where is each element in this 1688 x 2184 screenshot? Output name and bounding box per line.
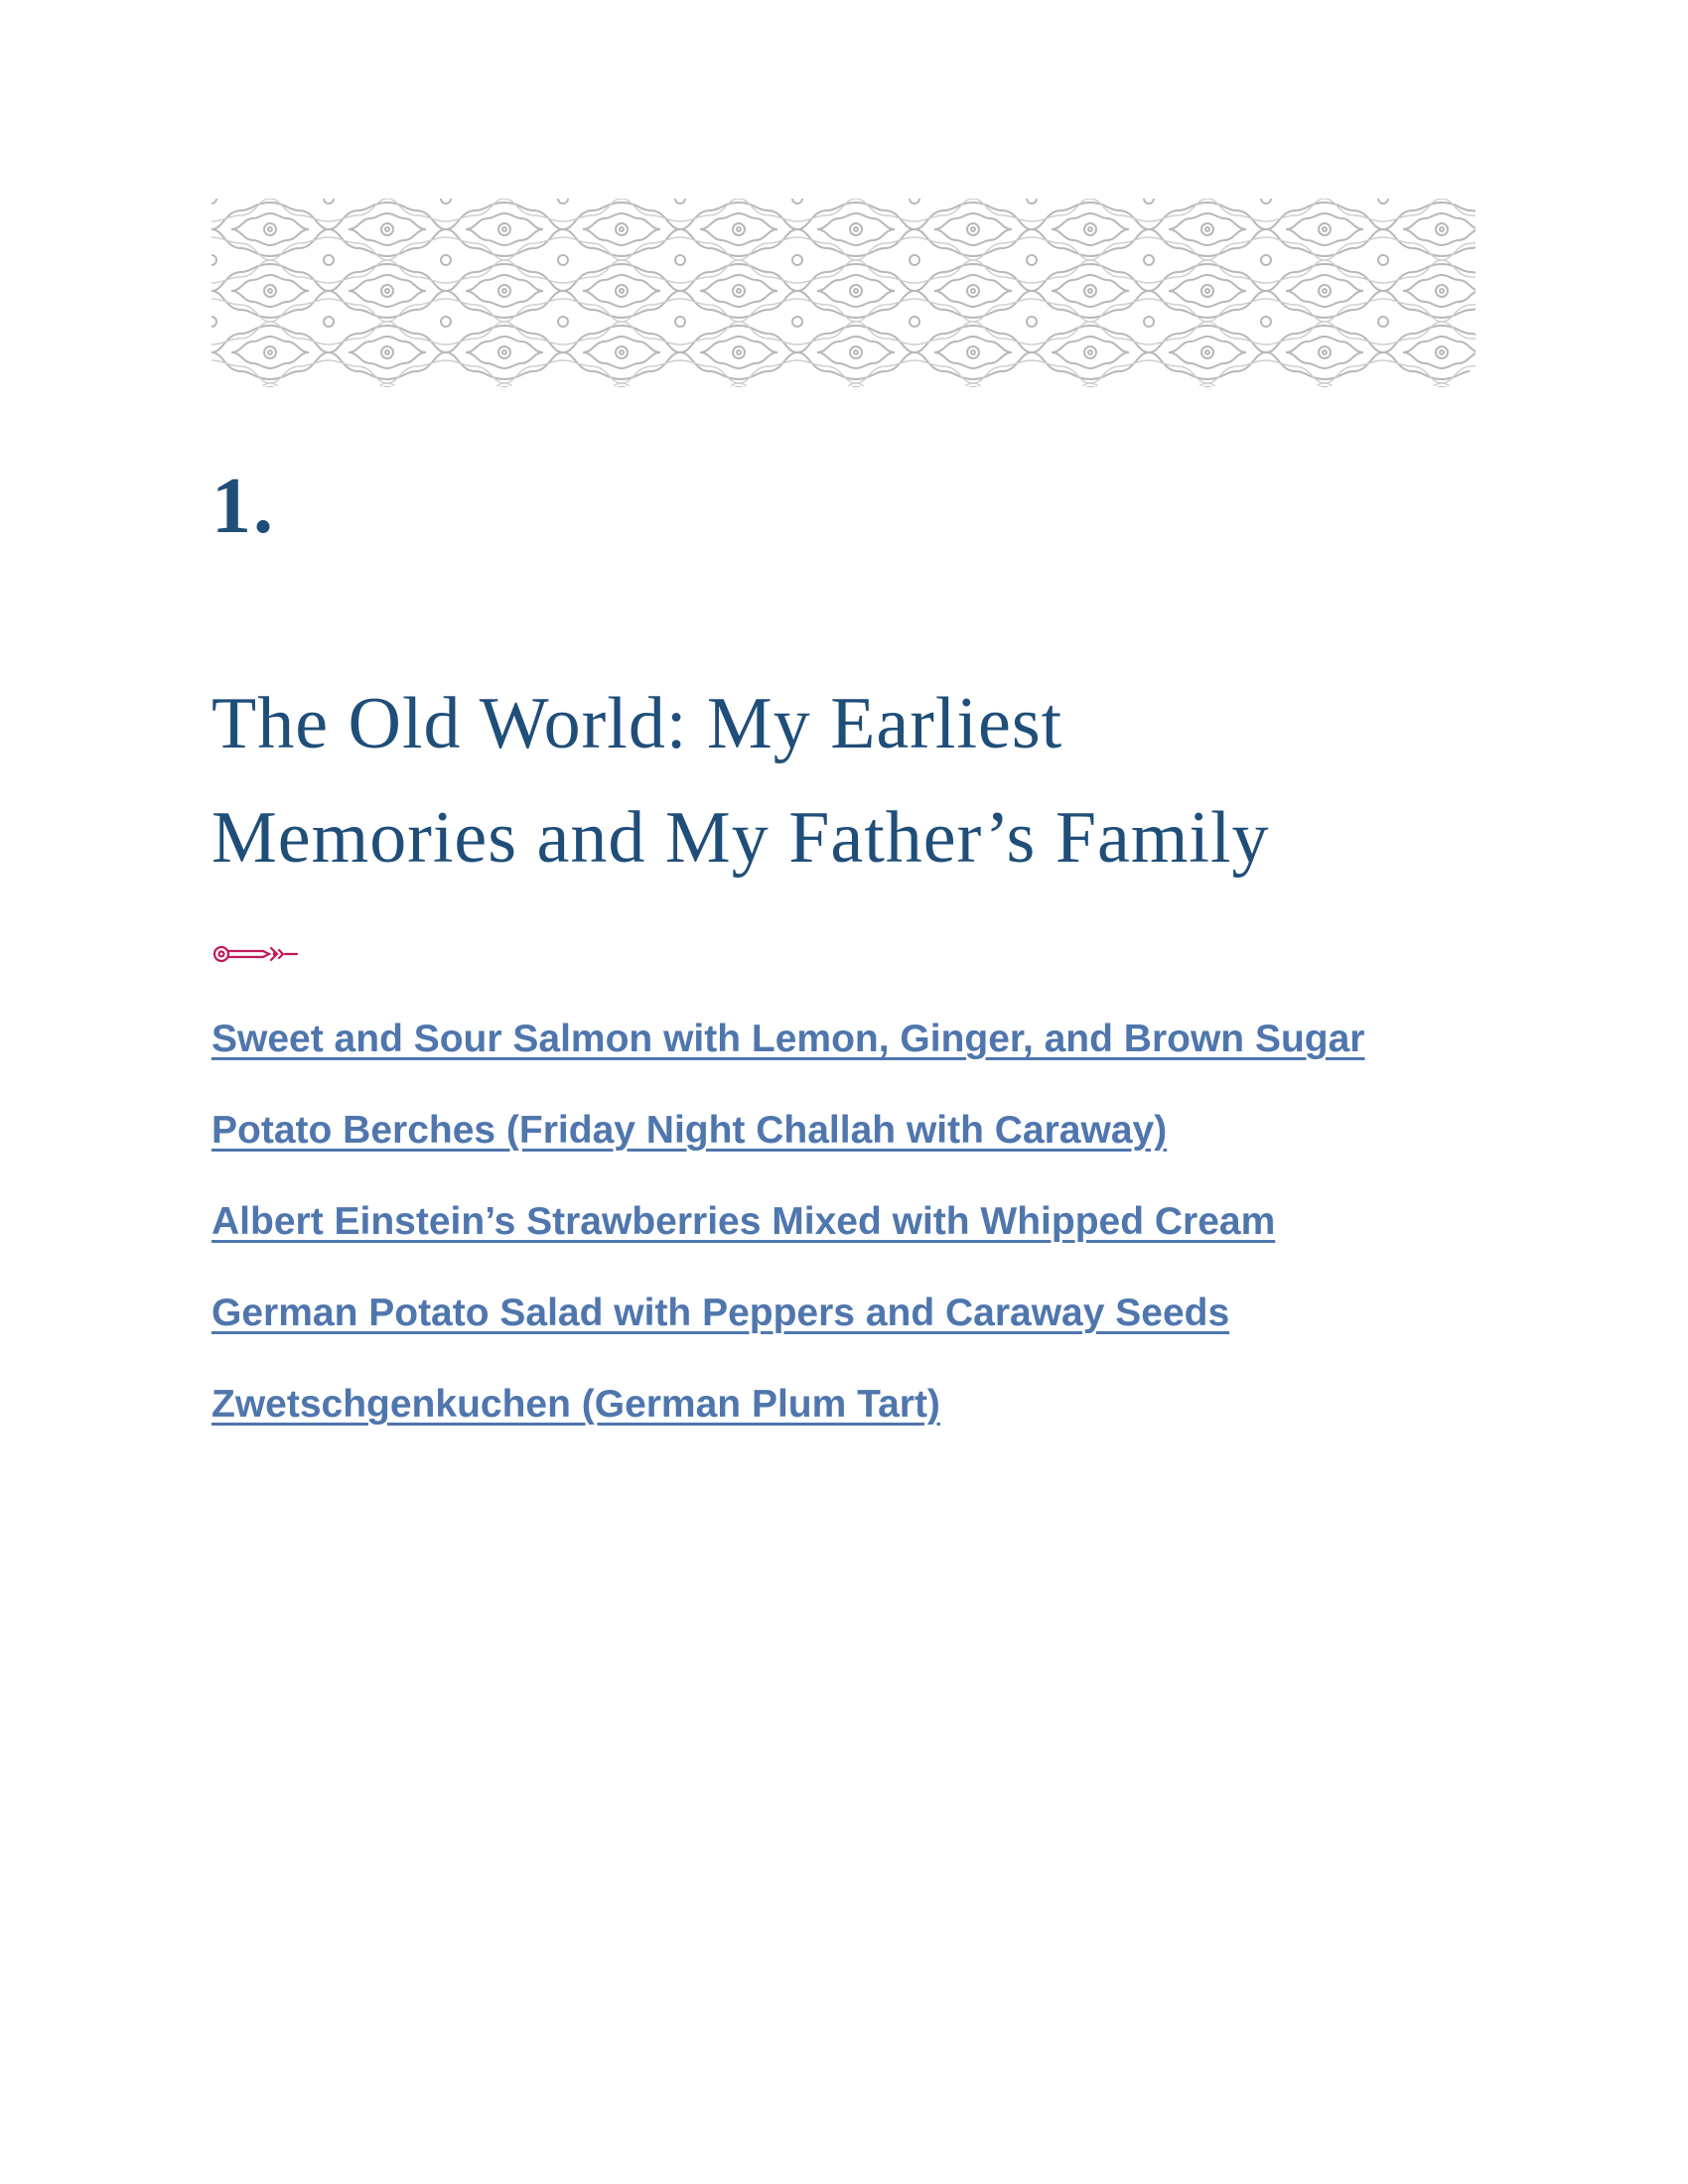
recipe-link-einstein-strawberries[interactable]: Albert Einstein’s Strawberries Mixed with Whipped Cream bbox=[211, 1200, 1276, 1243]
chapter-number: 1. bbox=[211, 463, 275, 550]
list-item bbox=[211, 1106, 1364, 1197]
list-item bbox=[211, 1289, 1364, 1380]
list-item bbox=[211, 1015, 1364, 1106]
recipe-link-zwetschgenkuchen[interactable]: Zwetschgenkuchen (German Plum Tart) bbox=[211, 1383, 940, 1426]
list-item bbox=[211, 1197, 1364, 1289]
chapter-title-line: Memories and My Father’s Family bbox=[211, 797, 1270, 879]
recipe-list bbox=[211, 1015, 1364, 1471]
recipe-link-potato-berches[interactable]: Potato Berches (Friday Night Challah with Caraway) bbox=[211, 1109, 1168, 1152]
decorative-pattern-banner bbox=[211, 199, 1476, 392]
recipe-link-german-potato-salad[interactable]: German Potato Salad with Peppers and Caraway Seeds bbox=[211, 1292, 1230, 1334]
chapter-title bbox=[211, 667, 1502, 895]
chapter-title-line: The Old World: My Earliest bbox=[211, 683, 1063, 764]
recipe-link-sweet-sour-salmon[interactable]: Sweet and Sour Salmon with Lemon, Ginger, and Brown Sugar bbox=[211, 1018, 1365, 1060]
list-item bbox=[211, 1380, 1364, 1471]
key-flourish-icon bbox=[211, 941, 301, 967]
